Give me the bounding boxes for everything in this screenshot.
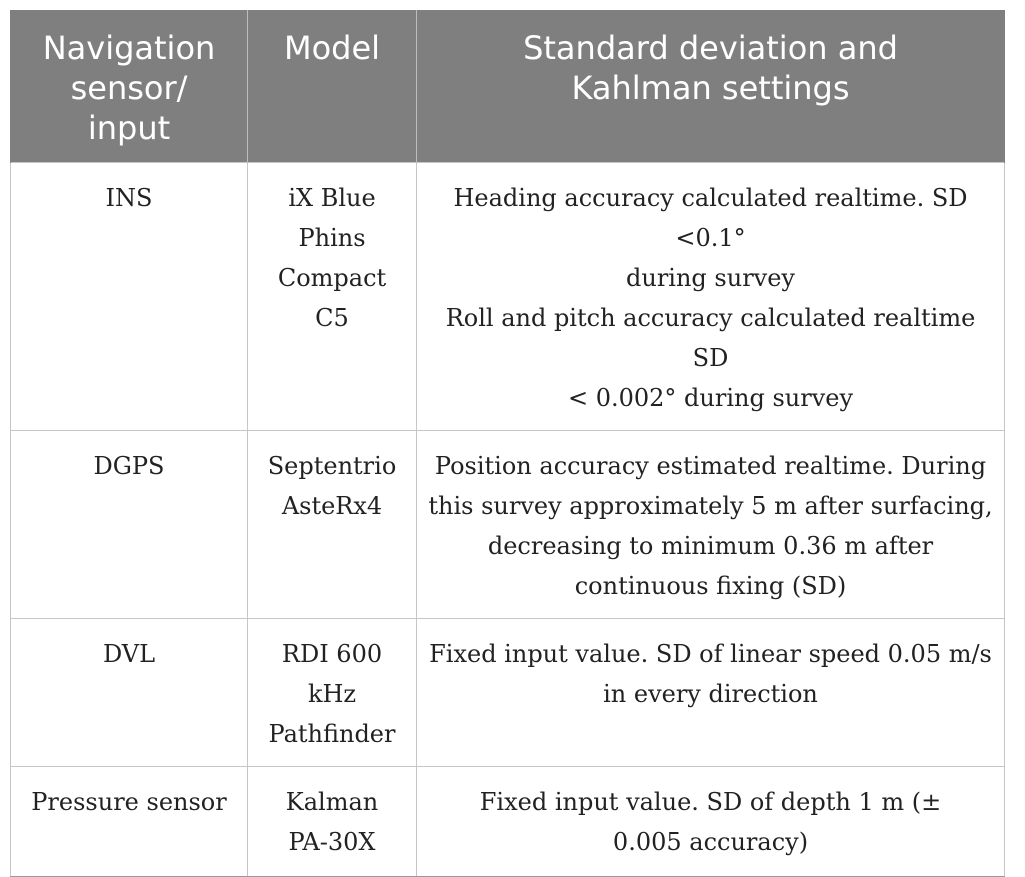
cell-text: Phins [298, 224, 366, 252]
sensor-cell [11, 619, 248, 767]
settings-cell [417, 767, 1005, 877]
model-cell [248, 767, 417, 877]
cell-text: Septentrio [267, 452, 397, 480]
table-row [11, 767, 1005, 877]
model-cell [248, 431, 417, 619]
sensor-cell [11, 163, 248, 431]
cell-text: decreasing to minimum 0.36 m after [487, 532, 934, 560]
settings-cell [417, 431, 1005, 619]
sensor-cell [11, 431, 248, 619]
sensor-settings-table [10, 10, 1005, 877]
header-text: Standard deviation and [523, 29, 898, 67]
cell-text: iX Blue [288, 184, 376, 212]
cell-text: DVL [102, 640, 156, 668]
cell-text: Heading accuracy calculated realtime. SD <0.1° [453, 184, 968, 252]
header-text: input [87, 109, 171, 147]
header-standard-deviation [417, 10, 1005, 163]
table-row [11, 619, 1005, 767]
header-navigation-sensor [11, 10, 248, 163]
header-text: Navigation [42, 29, 216, 67]
cell-text: PA-30X [288, 828, 376, 856]
sensor-cell [11, 767, 248, 877]
cell-text: 0.005 accuracy) [612, 828, 809, 856]
header-row [11, 10, 1005, 163]
cell-text: AsteRx4 [281, 492, 383, 520]
cell-text: C5 [315, 304, 349, 332]
cell-text: this survey approximately 5 m after surfacing, [428, 492, 993, 520]
cell-text: Position accuracy estimated realtime. During [434, 452, 987, 480]
settings-cell [417, 163, 1005, 431]
cell-text: DGPS [93, 452, 165, 480]
cell-text: RDI 600 [281, 640, 383, 668]
cell-text: Fixed input value. SD of linear speed 0.05 m/s [429, 640, 992, 668]
table-row [11, 431, 1005, 619]
table-row [11, 163, 1005, 431]
model-cell [248, 163, 417, 431]
cell-text: Pathfinder [268, 720, 396, 748]
cell-text: INS [105, 184, 153, 212]
cell-text: continuous fixing (SD) [574, 572, 847, 600]
cell-text: Compact [277, 264, 387, 292]
cell-text: Roll and pitch accuracy calculated realtime SD [445, 304, 976, 372]
header-model [248, 10, 417, 163]
cell-text: Fixed input value. SD of depth 1 m (± [479, 788, 942, 816]
header-text: Model [283, 29, 381, 67]
header-text: sensor/ [70, 69, 188, 107]
table-header [11, 10, 1005, 163]
cell-text: kHz [307, 680, 357, 708]
header-text: Kahlman settings [571, 69, 850, 107]
settings-cell [417, 619, 1005, 767]
cell-text: in every direction [603, 680, 818, 708]
cell-text: Kalman [285, 788, 379, 816]
cell-text: during survey [626, 264, 795, 292]
table-body [11, 163, 1005, 877]
model-cell [248, 619, 417, 767]
cell-text: < 0.002° during survey [567, 384, 854, 412]
cell-text: Pressure sensor [31, 788, 227, 816]
